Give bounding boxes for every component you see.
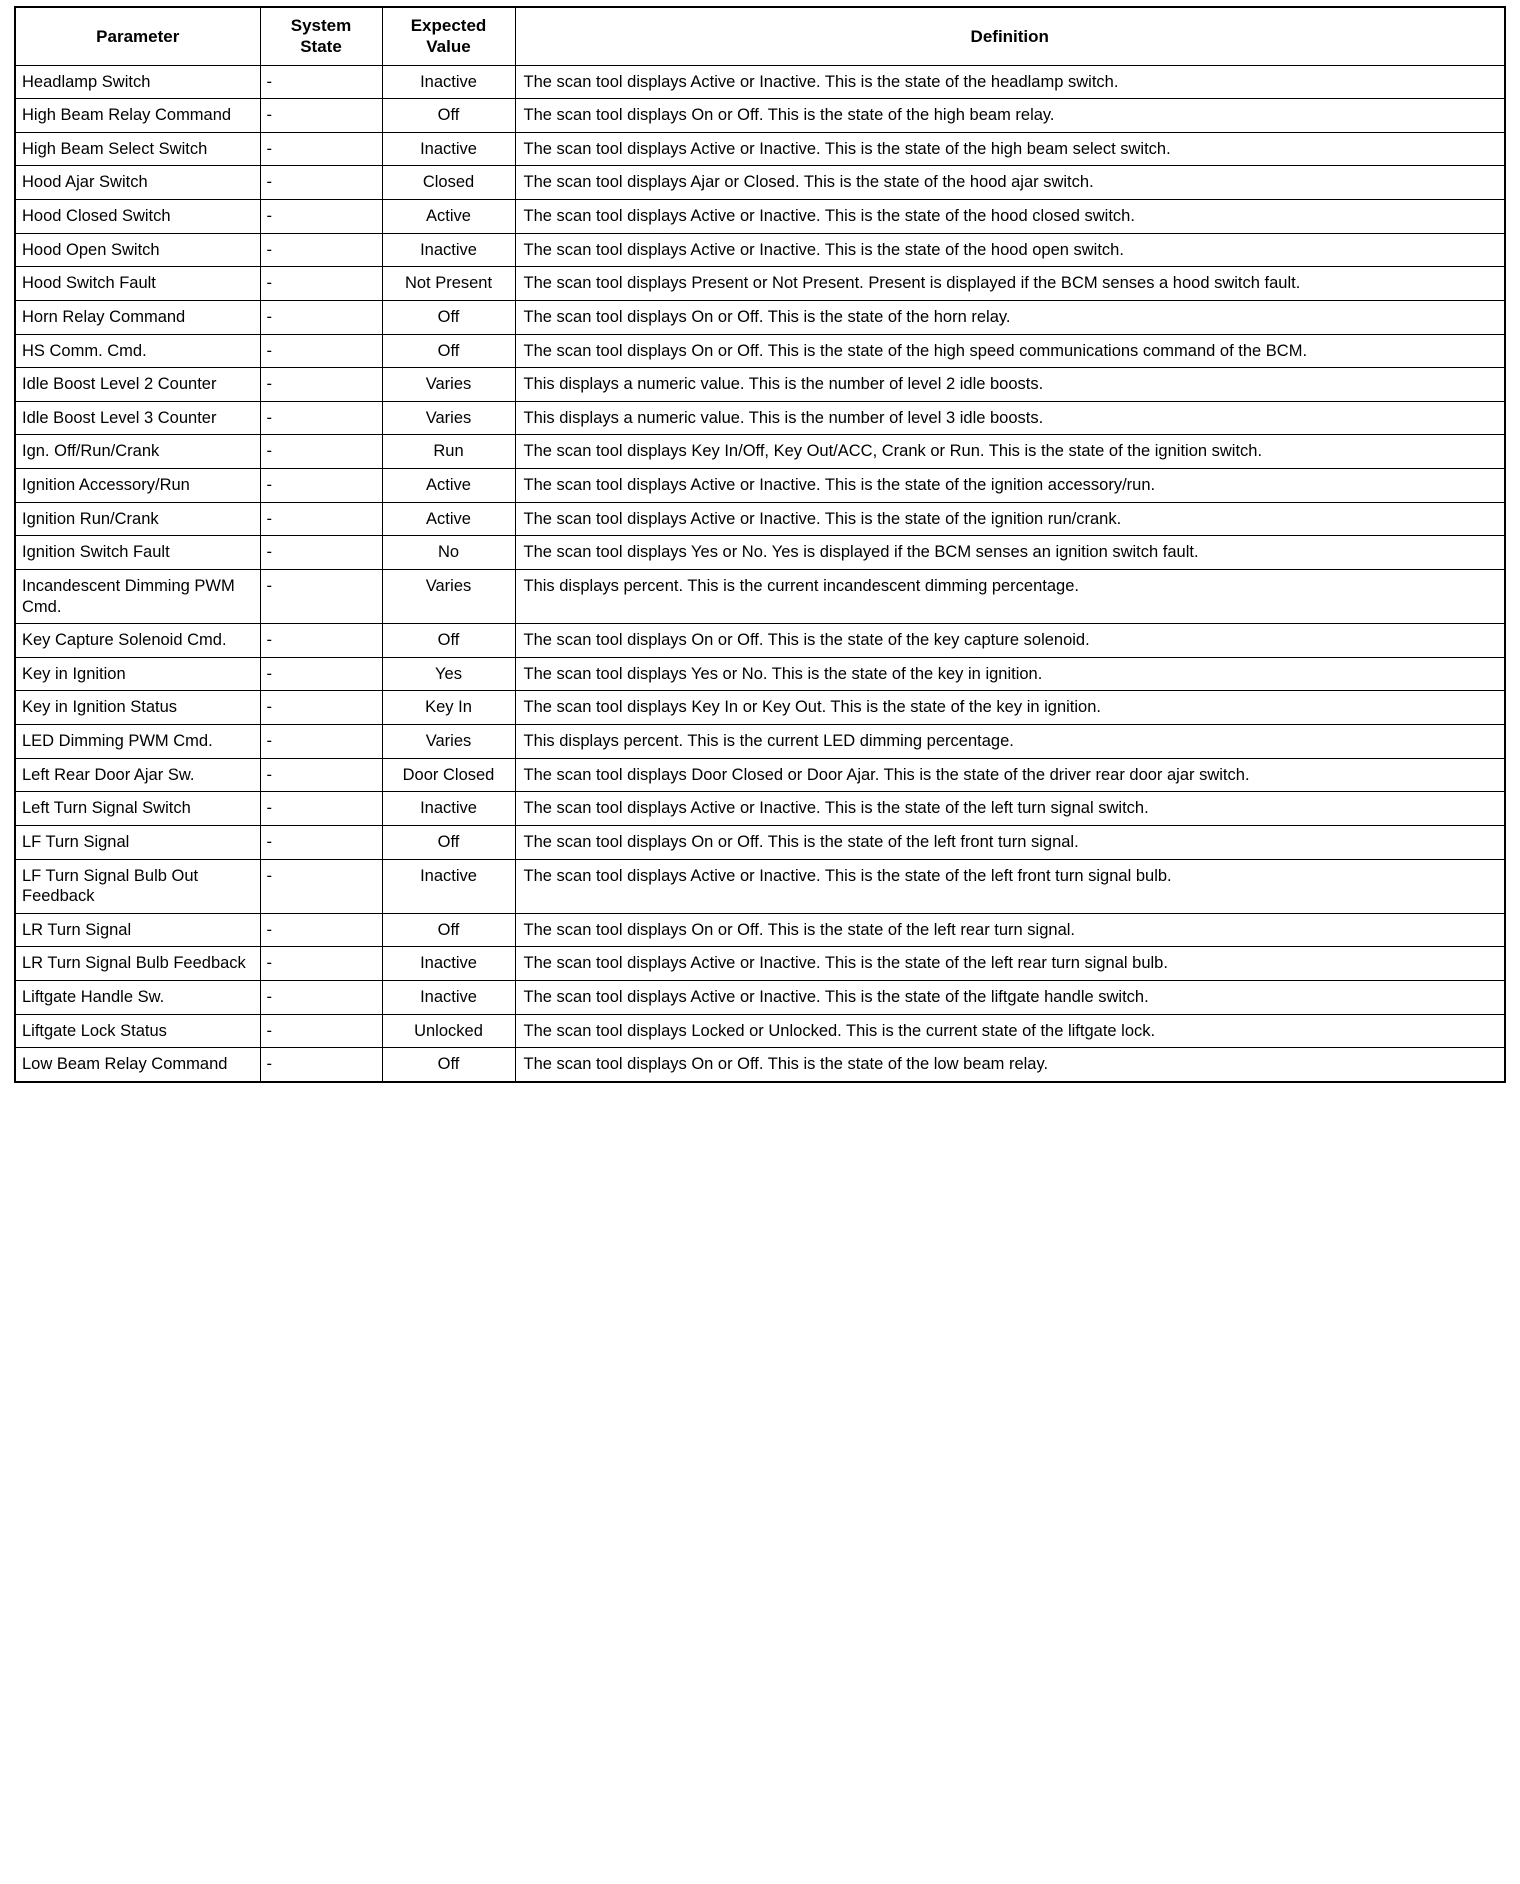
table-row — [15, 1014, 1505, 1048]
table-row — [15, 859, 1505, 913]
cell-system-state: - — [260, 758, 382, 792]
table-row — [15, 913, 1505, 947]
cell-definition: The scan tool displays On or Off. This is the state of the horn relay. — [515, 300, 1505, 334]
cell-parameter: HS Comm. Cmd. — [15, 334, 260, 368]
cell-system-state: - — [260, 300, 382, 334]
column-header-system-state — [260, 7, 382, 65]
cell-expected-value: Off — [382, 624, 515, 658]
cell-expected-value: Off — [382, 1048, 515, 1082]
table-row — [15, 825, 1505, 859]
cell-system-state: - — [260, 435, 382, 469]
column-header-parameter-label: Parameter — [96, 26, 180, 46]
cell-expected-value: Off — [382, 913, 515, 947]
cell-system-state: - — [260, 825, 382, 859]
table-row — [15, 947, 1505, 981]
cell-parameter: Ignition Switch Fault — [15, 536, 260, 570]
cell-parameter: LF Turn Signal — [15, 825, 260, 859]
cell-expected-value: Varies — [382, 368, 515, 402]
column-header-expected-value — [382, 7, 515, 65]
table-row — [15, 65, 1505, 99]
cell-parameter: Liftgate Handle Sw. — [15, 981, 260, 1015]
cell-system-state: - — [260, 233, 382, 267]
table-row — [15, 233, 1505, 267]
table-row — [15, 200, 1505, 234]
column-header-expected-value-line2: Value — [426, 37, 471, 57]
header-row — [15, 7, 1505, 65]
cell-system-state: - — [260, 368, 382, 402]
cell-parameter: High Beam Relay Command — [15, 99, 260, 133]
table-row — [15, 132, 1505, 166]
cell-system-state: - — [260, 569, 382, 623]
cell-expected-value: Varies — [382, 569, 515, 623]
table-row — [15, 502, 1505, 536]
column-header-system-state-line1: System — [290, 16, 352, 35]
cell-expected-value: Varies — [382, 401, 515, 435]
cell-parameter: Key in Ignition Status — [15, 691, 260, 725]
cell-system-state: - — [260, 624, 382, 658]
cell-system-state: - — [260, 691, 382, 725]
column-header-definition-label: Definition — [970, 26, 1049, 46]
cell-system-state: - — [260, 502, 382, 536]
cell-system-state: - — [260, 65, 382, 99]
cell-parameter: LF Turn Signal Bulb Out Feedback — [15, 859, 260, 913]
cell-system-state: - — [260, 657, 382, 691]
cell-expected-value: Active — [382, 502, 515, 536]
cell-system-state: - — [260, 792, 382, 826]
cell-expected-value: Inactive — [382, 859, 515, 913]
table-row — [15, 469, 1505, 503]
cell-parameter: Key in Ignition — [15, 657, 260, 691]
cell-expected-value: Off — [382, 334, 515, 368]
cell-parameter: Ignition Run/Crank — [15, 502, 260, 536]
cell-parameter: Horn Relay Command — [15, 300, 260, 334]
cell-definition: The scan tool displays Active or Inactive. This is the state of the hood open switch. — [515, 233, 1505, 267]
cell-expected-value: Active — [382, 200, 515, 234]
cell-expected-value: Inactive — [382, 792, 515, 826]
cell-parameter: Left Rear Door Ajar Sw. — [15, 758, 260, 792]
cell-system-state: - — [260, 947, 382, 981]
cell-parameter: Hood Switch Fault — [15, 267, 260, 301]
cell-definition: The scan tool displays Active or Inactive. This is the state of the high beam select switch. — [515, 132, 1505, 166]
table-row — [15, 267, 1505, 301]
cell-definition: The scan tool displays On or Off. This is the state of the high beam relay. — [515, 99, 1505, 133]
table-row — [15, 300, 1505, 334]
cell-definition: The scan tool displays On or Off. This is the state of the key capture solenoid. — [515, 624, 1505, 658]
cell-definition: The scan tool displays On or Off. This is the state of the left rear turn signal. — [515, 913, 1505, 947]
cell-definition: This displays percent. This is the current LED dimming percentage. — [515, 725, 1505, 759]
cell-parameter: LR Turn Signal Bulb Feedback — [15, 947, 260, 981]
cell-definition: The scan tool displays Active or Inactive. This is the state of the left turn signal switch. — [515, 792, 1505, 826]
cell-system-state: - — [260, 859, 382, 913]
cell-system-state: - — [260, 469, 382, 503]
table-row — [15, 657, 1505, 691]
table-row — [15, 368, 1505, 402]
table-row — [15, 401, 1505, 435]
cell-parameter: Ign. Off/Run/Crank — [15, 435, 260, 469]
column-header-definition — [515, 7, 1505, 65]
cell-parameter: Idle Boost Level 3 Counter — [15, 401, 260, 435]
table-row — [15, 99, 1505, 133]
cell-system-state: - — [260, 913, 382, 947]
table-body — [15, 65, 1505, 1082]
cell-system-state: - — [260, 99, 382, 133]
cell-expected-value: Inactive — [382, 981, 515, 1015]
cell-definition: The scan tool displays Locked or Unlocked. This is the current state of the liftgate lock. — [515, 1014, 1505, 1048]
cell-parameter: Hood Open Switch — [15, 233, 260, 267]
cell-expected-value: Yes — [382, 657, 515, 691]
cell-definition: The scan tool displays Door Closed or Door Ajar. This is the state of the driver rear door ajar switch. — [515, 758, 1505, 792]
cell-system-state: - — [260, 200, 382, 234]
cell-definition: The scan tool displays Key In/Off, Key Out/ACC, Crank or Run. This is the state of the ignition switch. — [515, 435, 1505, 469]
cell-definition: The scan tool displays On or Off. This is the state of the high speed communications command of the BCM. — [515, 334, 1505, 368]
table-header — [15, 7, 1505, 65]
cell-system-state: - — [260, 1048, 382, 1082]
column-header-expected-value-line1: Expected — [410, 16, 487, 35]
cell-expected-value: Door Closed — [382, 758, 515, 792]
cell-definition: The scan tool displays Present or Not Present. Present is displayed if the BCM senses a hood switch fault. — [515, 267, 1505, 301]
cell-definition: This displays percent. This is the current incandescent dimming percentage. — [515, 569, 1505, 623]
table-row — [15, 758, 1505, 792]
cell-expected-value: Inactive — [382, 132, 515, 166]
cell-parameter: Hood Ajar Switch — [15, 166, 260, 200]
cell-parameter: Low Beam Relay Command — [15, 1048, 260, 1082]
cell-parameter: Headlamp Switch — [15, 65, 260, 99]
cell-parameter: High Beam Select Switch — [15, 132, 260, 166]
table-row — [15, 569, 1505, 623]
cell-definition: The scan tool displays Active or Inactive. This is the state of the left rear turn signal bulb. — [515, 947, 1505, 981]
cell-parameter: LED Dimming PWM Cmd. — [15, 725, 260, 759]
cell-definition: The scan tool displays Active or Inactive. This is the state of the ignition accessory/run. — [515, 469, 1505, 503]
table-row — [15, 981, 1505, 1015]
cell-definition: The scan tool displays Active or Inactive. This is the state of the hood closed switch. — [515, 200, 1505, 234]
cell-definition: The scan tool displays Yes or No. This is the state of the key in ignition. — [515, 657, 1505, 691]
cell-system-state: - — [260, 132, 382, 166]
cell-expected-value: Inactive — [382, 233, 515, 267]
cell-parameter: Liftgate Lock Status — [15, 1014, 260, 1048]
column-header-parameter — [15, 7, 260, 65]
cell-expected-value: Run — [382, 435, 515, 469]
cell-expected-value: Off — [382, 825, 515, 859]
cell-system-state: - — [260, 536, 382, 570]
cell-parameter: Ignition Accessory/Run — [15, 469, 260, 503]
cell-definition: The scan tool displays On or Off. This is the state of the low beam relay. — [515, 1048, 1505, 1082]
table-row — [15, 725, 1505, 759]
cell-parameter: Idle Boost Level 2 Counter — [15, 368, 260, 402]
column-header-system-state-line2: State — [300, 37, 342, 57]
cell-definition: The scan tool displays On or Off. This is the state of the left front turn signal. — [515, 825, 1505, 859]
cell-definition: This displays a numeric value. This is the number of level 3 idle boosts. — [515, 401, 1505, 435]
cell-definition: The scan tool displays Yes or No. Yes is displayed if the BCM senses an ignition switch fault. — [515, 536, 1505, 570]
table-row — [15, 334, 1505, 368]
cell-system-state: - — [260, 166, 382, 200]
cell-parameter: Key Capture Solenoid Cmd. — [15, 624, 260, 658]
table-row — [15, 1048, 1505, 1082]
cell-expected-value: Unlocked — [382, 1014, 515, 1048]
cell-expected-value: No — [382, 536, 515, 570]
cell-expected-value: Off — [382, 300, 515, 334]
table-row — [15, 536, 1505, 570]
cell-system-state: - — [260, 334, 382, 368]
cell-system-state: - — [260, 981, 382, 1015]
cell-expected-value: Inactive — [382, 947, 515, 981]
cell-parameter: Left Turn Signal Switch — [15, 792, 260, 826]
cell-definition: This displays a numeric value. This is the number of level 2 idle boosts. — [515, 368, 1505, 402]
cell-expected-value: Key In — [382, 691, 515, 725]
cell-system-state: - — [260, 401, 382, 435]
cell-system-state: - — [260, 267, 382, 301]
cell-expected-value: Active — [382, 469, 515, 503]
cell-definition: The scan tool displays Ajar or Closed. This is the state of the hood ajar switch. — [515, 166, 1505, 200]
cell-definition: The scan tool displays Key In or Key Out. This is the state of the key in ignition. — [515, 691, 1505, 725]
table-row — [15, 691, 1505, 725]
cell-expected-value: Closed — [382, 166, 515, 200]
cell-expected-value: Inactive — [382, 65, 515, 99]
table-row — [15, 435, 1505, 469]
cell-system-state: - — [260, 1014, 382, 1048]
cell-system-state: - — [260, 725, 382, 759]
table-row — [15, 792, 1505, 826]
table-row — [15, 624, 1505, 658]
cell-expected-value: Off — [382, 99, 515, 133]
cell-definition: The scan tool displays Active or Inactive. This is the state of the ignition run/crank. — [515, 502, 1505, 536]
scan-tool-parameter-table — [14, 6, 1506, 1083]
table-row — [15, 166, 1505, 200]
cell-definition: The scan tool displays Active or Inactive. This is the state of the left front turn signal bulb. — [515, 859, 1505, 913]
cell-expected-value: Varies — [382, 725, 515, 759]
cell-parameter: Hood Closed Switch — [15, 200, 260, 234]
cell-parameter: LR Turn Signal — [15, 913, 260, 947]
cell-definition: The scan tool displays Active or Inactive. This is the state of the liftgate handle switch. — [515, 981, 1505, 1015]
cell-parameter: Incandescent Dimming PWM Cmd. — [15, 569, 260, 623]
cell-expected-value: Not Present — [382, 267, 515, 301]
cell-definition: The scan tool displays Active or Inactive. This is the state of the headlamp switch. — [515, 65, 1505, 99]
